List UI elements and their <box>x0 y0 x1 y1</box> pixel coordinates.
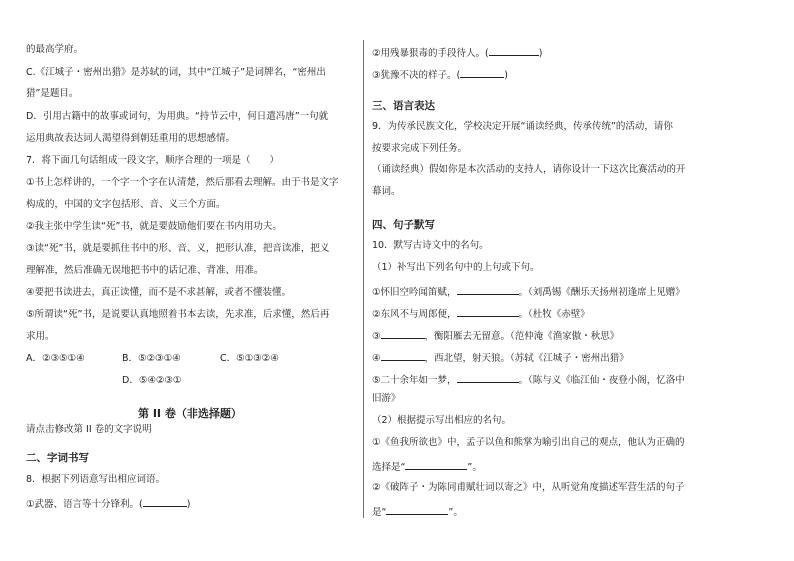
poem-source: ，西北望，射天狼。（苏轼《江城子・密州出猎》 <box>424 353 629 364</box>
answer-blank[interactable] <box>457 284 519 295</box>
question-9-line3: （诵读经典）假如你是本次活动的支持人，请你设计一下这次比赛活动的开 <box>372 164 686 175</box>
option-c-line2: 猎”是题目。 <box>26 88 79 99</box>
sentence-3-line1: ③读“死”书，就是要抓住书中的形、音、义，把形认准，把音读准，把义 <box>26 243 330 254</box>
poem-text: ①怀旧空吟闻笛赋， <box>372 287 457 298</box>
answer-blank[interactable] <box>386 504 448 515</box>
answer-blank[interactable] <box>381 350 425 361</box>
prompt-2-line2 <box>372 504 463 519</box>
poem-line-4 <box>372 350 629 365</box>
poem-line-5-cont: 旧游》 <box>372 393 401 404</box>
answer-blank[interactable] <box>460 67 504 78</box>
poem-source: 。（杜牧《赤壁》 <box>518 309 590 320</box>
sentence-1-line2: 构成的，中国的文字包括形、音、义三个方面。 <box>26 199 226 210</box>
question-10: 10．默写古诗文中的名句。 <box>372 240 489 251</box>
poem-text: ③ <box>372 331 381 342</box>
sentence-3-line2: 理解准，然后准确无误地把书中的话记准、背准、用准。 <box>26 265 264 276</box>
question-8-item-1 <box>26 496 190 511</box>
prompt-text: 是“ <box>372 507 387 518</box>
answer-blank[interactable] <box>143 496 187 507</box>
option-d-line1: D．引用古籍中的故事或词句，为用典。“持节云中，何日遣冯唐”一句就 <box>26 111 329 122</box>
question-9-line1: 9．为传承民族文化，学校决定开展“诵读经典，传承传统”的活动，请你 <box>372 121 673 132</box>
prompt-text: 选择是“ <box>372 462 406 473</box>
column-divider <box>363 40 364 518</box>
sentence-5-line1: ⑤所谓读“死”书，是说要认真地照着书本去读，先求准，后求懂，然后再 <box>26 309 330 320</box>
prompt-text-end: ”。 <box>467 462 482 473</box>
choice-d: D．⑤④②③① <box>122 375 182 386</box>
poem-source: 。（刘禹锡《酬乐天扬州初逢席上见赠》 <box>518 287 685 298</box>
prompt-1-line2 <box>372 459 482 474</box>
option-d-line2: 运用典故表达词人渴望得到朝廷重用的思想感情。 <box>26 133 236 144</box>
question-9-line2: 按要求完成下列任务。 <box>372 143 468 154</box>
question-9-line4: 幕词。 <box>372 186 401 197</box>
question-10-part-2: （2）根据提示写出相应的名句。 <box>372 415 512 426</box>
answer-blank[interactable] <box>489 45 539 56</box>
text-line: 的最高学府。 <box>26 44 84 55</box>
sentence-4: ④要把书读进去，真正读懂，而不是不求甚解，或者不懂装懂。 <box>26 287 292 298</box>
choice-a: A．②③⑤①④ <box>26 353 85 364</box>
question-8-item-2-text: ②用残暴狠毒的手段待人。( <box>372 48 489 59</box>
choice-c: C．⑤①③②④ <box>220 353 279 364</box>
option-c-line1: C.《江城子・密州出猎》是苏轼的词，其中“江城子”是词牌名，“密州出 <box>26 67 326 78</box>
poem-line-3 <box>372 328 619 343</box>
section-2-title: 二、字词书写 <box>26 452 89 464</box>
poem-text: ④ <box>372 353 381 364</box>
sentence-2: ②我主张中学生读“死”书，就是要鼓励他们要在书内用功夫。 <box>26 221 282 232</box>
section-3-title: 三、语言表达 <box>372 100 435 112</box>
prompt-2-line1: ②《破阵子・为陈同甫赋壮词以寄之》中，从听觉角度描述军营生活的句子 <box>372 482 685 493</box>
question-8: 8．根据下列语意写出相应词语。 <box>26 474 166 485</box>
prompt-text-end: ”。 <box>448 507 463 518</box>
sentence-1-line1: ①书上怎样讲的，一个字一个字在认清楚，然后那看去理解。由于书是文字 <box>26 177 339 188</box>
question-10-part-1: （1）补写出下列名句中的上句或下句。 <box>372 262 540 273</box>
answer-blank[interactable] <box>457 372 519 383</box>
poem-line-2 <box>372 306 590 321</box>
question-8-item-3 <box>372 67 508 82</box>
poem-line-5 <box>372 372 685 387</box>
paren-close: ) <box>186 499 191 510</box>
paren-close: ) <box>538 48 543 59</box>
answer-blank[interactable] <box>457 306 519 317</box>
prompt-1-line1: ①《鱼我所欲也》中，孟子以鱼和熊掌为喻引出自己的观点，他认为正确的 <box>372 437 685 448</box>
volume-title: 第 II 卷（非选择题） <box>138 407 242 420</box>
answer-blank[interactable] <box>381 328 425 339</box>
poem-line-1 <box>372 284 685 299</box>
choice-b: B．⑤②③①④ <box>122 353 181 364</box>
sentence-5-line2: 求用。 <box>26 331 55 342</box>
paren-close: ) <box>504 70 508 81</box>
question-8-item-2 <box>372 45 542 60</box>
poem-source: ，衡阳雁去无留意。（范仲淹《渔家傲・秋思》 <box>424 331 620 342</box>
question-8-item-3-text: ③犹豫不决的样子。( <box>372 70 461 81</box>
question-7: 7．将下面几句话组成一段文字，顺序合理的一项是（ ） <box>26 155 280 166</box>
section-4-title: 四、句子默写 <box>372 219 435 231</box>
volume-note: 请点击修改第 II 卷的文字说明 <box>26 424 152 435</box>
question-8-item-1-text: ①武器、语言等十分锋利。( <box>26 499 143 510</box>
poem-text: ⑤二十余年如一梦， <box>372 375 457 386</box>
poem-source: 。（陈与义《临江仙・夜登小阁，忆洛中 <box>518 375 685 386</box>
answer-blank[interactable] <box>405 459 467 470</box>
poem-text: ②东风不与周郎便， <box>372 309 457 320</box>
